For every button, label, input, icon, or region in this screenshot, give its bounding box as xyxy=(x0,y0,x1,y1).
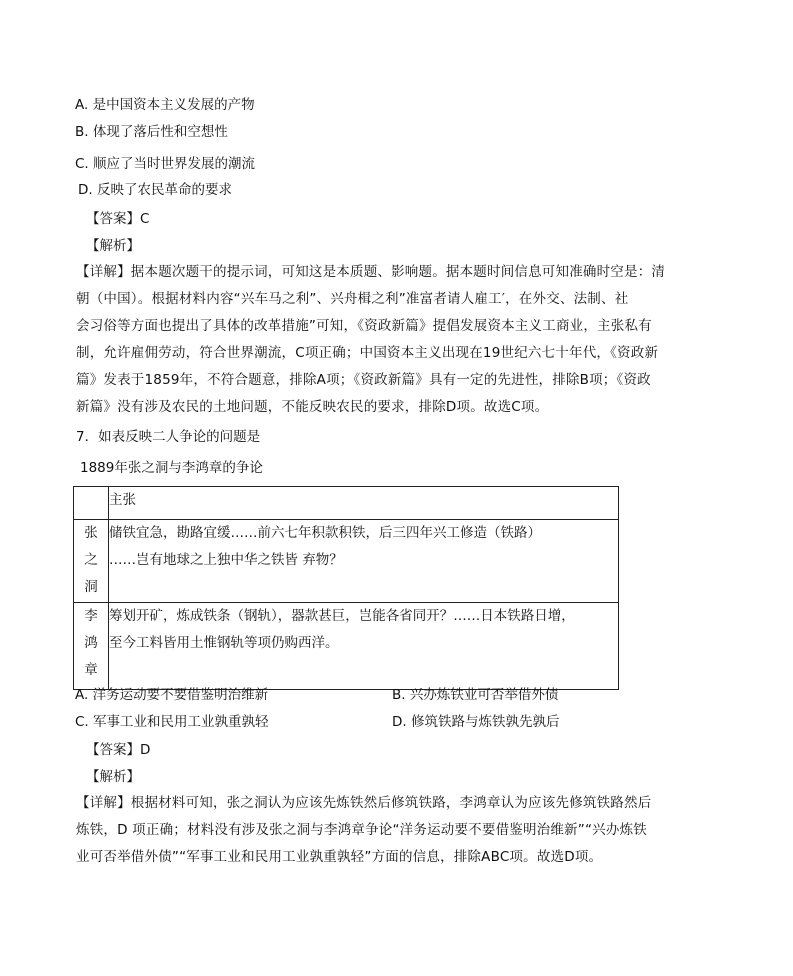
q7-analysis-label: 【解析】 xyxy=(86,769,140,785)
q7-option-d: D. 修筑铁路与炼铁孰先孰后 xyxy=(392,714,560,730)
debate-table xyxy=(73,486,619,690)
table-row xyxy=(74,520,619,603)
name-char: 章 xyxy=(84,662,98,678)
opinion-line: 至今工料皆用土惟钢轨等项仍购西洋。 xyxy=(109,635,339,651)
q6-option-a: A. 是中国资本主义发展的产物 xyxy=(75,97,255,113)
q6-detail-line: 篇》发表于1859年，不符合题意，排除A项；《资政新篇》具有一定的先进性，排除B项；《资政 xyxy=(76,372,651,388)
table-header-row xyxy=(74,487,619,520)
q6-detail xyxy=(76,259,666,421)
opinion-line: ……岂有地球之上独中华之铁皆 弃物？ xyxy=(109,552,343,568)
q7-option-c: C. 军事工业和民用工业孰重孰轻 xyxy=(75,714,269,730)
q7-option-a: A. 洋务运动要不要借鉴明治维新 xyxy=(75,687,269,703)
q7-answer: 【答案】D xyxy=(86,742,151,758)
q7-option-b: B. 兴办炼铁业可否举借外债 xyxy=(392,687,559,703)
name-char: 之 xyxy=(84,552,98,568)
q6-detail-line: 【详解】据本题次题干的提示词，可知这是本质题、影响题。据本题时间信息可知准确时空是：清 xyxy=(76,264,666,280)
name-char: 张 xyxy=(84,525,98,541)
q6-option-d: D. 反映了农民革命的要求 xyxy=(78,182,232,198)
opinion-cell xyxy=(109,603,619,690)
q7-question: 7．如表反映二人争论的问题是 xyxy=(76,429,261,445)
table-row xyxy=(74,603,619,690)
table-corner-cell xyxy=(74,487,109,520)
opinion-line: 筹划开矿，炼成铁条（钢轨），器款甚巨，岂能各省同开？……日本铁路日增， xyxy=(109,608,575,624)
q7-detail xyxy=(76,790,652,871)
person-name-cell xyxy=(74,603,109,690)
q6-detail-line: 新篇》没有涉及农民的土地问题，不能反映农民的要求，排除D项。故选C项。 xyxy=(76,399,549,415)
name-char: 洞 xyxy=(84,579,98,595)
name-char: 李 xyxy=(84,608,98,624)
q6-option-c: C. 顺应了当时世界发展的潮流 xyxy=(75,156,256,172)
opinion-cell xyxy=(109,520,619,603)
opinion-line: 储铁宜急，勘路宜缓……前六七年积款积铁，后三四年兴工修造（铁路） xyxy=(109,525,541,541)
q6-detail-line: 朝（中国）。根据材料内容“兴车马之利”、兴舟楫之利”准富者请人雇工′，在外交、法制、社 xyxy=(76,291,629,307)
q7-detail-line: 业可否举借外债”“军事工业和民用工业孰重孰轻”方面的信息，排除ABC项。故选D项。 xyxy=(76,849,603,865)
q6-detail-line: 会习俗等方面也提出了具体的改革措施”可知，《资政新篇》提倡发展资本主义工商业，主张私有 xyxy=(76,318,652,334)
q7-detail-line: 炼铁，D 项正确；材料没有涉及张之洞与李鸿章争论“洋务运动要不要借鉴明治维新”“兴办炼铁 xyxy=(76,822,647,838)
q6-detail-line: 制，允许雇佣劳动，符合世界潮流，C项正确；中国资本主义出现在19世纪六七十年代，《资政新 xyxy=(76,345,659,361)
q7-table-title: 1889年张之洞与李鸿章的争论 xyxy=(80,460,263,476)
name-char: 鸿 xyxy=(84,635,98,651)
q6-analysis-label: 【解析】 xyxy=(86,238,140,254)
q6-answer: 【答案】C xyxy=(86,211,150,227)
person-name-cell xyxy=(74,520,109,603)
q7-detail-line: 【详解】根据材料可知，张之洞认为应该先炼铁然后修筑铁路，李鸿章认为应该先修筑铁路然后 xyxy=(76,795,652,811)
table-header-cell: 主张 xyxy=(109,487,619,520)
q6-option-b: B. 体现了落后性和空想性 xyxy=(75,124,228,140)
